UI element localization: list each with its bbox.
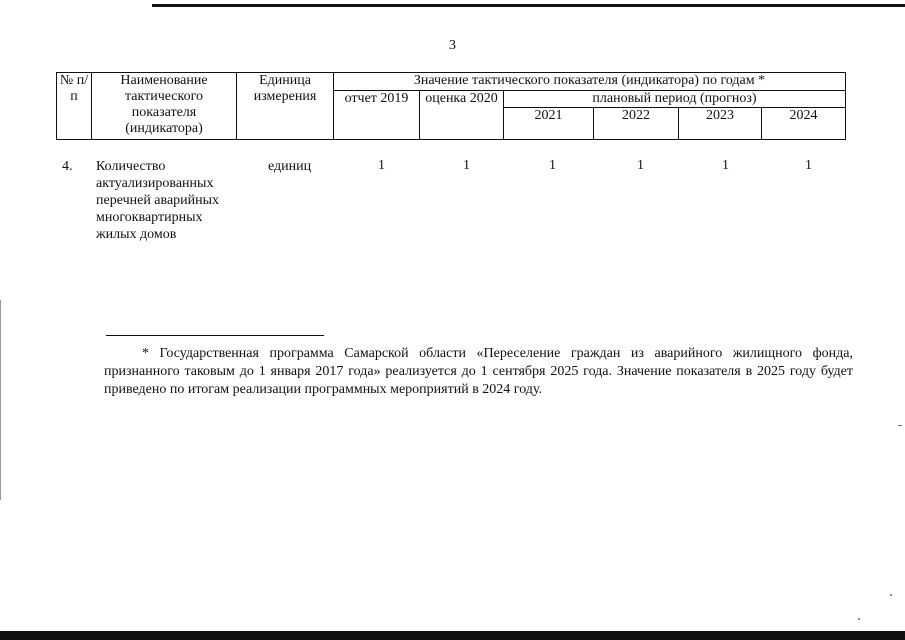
row-value-2023: 1 xyxy=(722,158,729,173)
left-scan-edge xyxy=(0,300,1,500)
row-unit: единиц xyxy=(268,159,312,174)
row-indicator-name: Количество актуализированных перечней аварийных многоквартирных жилых домов xyxy=(96,159,220,242)
scan-speck xyxy=(858,618,860,620)
row-value-2024: 1 xyxy=(805,158,812,173)
header-year: 2022 xyxy=(594,108,679,140)
header-number: № п/п xyxy=(57,73,92,140)
page-number: 3 xyxy=(449,38,456,53)
header-values-by-year: Значение тактического показателя (индикатора) по годам * xyxy=(334,73,846,91)
header-estimate-2020: оценка 2020 xyxy=(420,91,504,140)
footnote-text: * Государственная программа Самарской области «Переселение граждан из аварийного жилищного фонда, признанного таковым до 1 января 2017 года» реализуется до 1 сентября 2025 года. Значение показателя в 2025 году будет приведено по итогам реализации программных мероприятий в 2024 году. xyxy=(104,346,853,397)
indicator-table-header xyxy=(56,72,846,140)
header-indicator-name: Наименование тактического показателя (индикатора) xyxy=(92,73,237,140)
header-year: 2023 xyxy=(679,108,762,140)
footnote-separator xyxy=(106,335,324,336)
header-year: 2024 xyxy=(762,108,846,140)
scan-speck xyxy=(890,594,892,596)
header-year: 2021 xyxy=(504,108,594,140)
header-plan-period: плановый период (прогноз) xyxy=(504,91,846,108)
row-value-2020: 1 xyxy=(463,158,470,173)
scan-speck xyxy=(898,425,902,426)
bottom-scan-border xyxy=(0,631,905,640)
header-unit: Единица измерения xyxy=(237,73,334,140)
row-value-2019: 1 xyxy=(378,158,385,173)
row-value-2021: 1 xyxy=(549,158,556,173)
header-report-2019: отчет 2019 xyxy=(334,91,420,140)
top-scan-border xyxy=(152,4,905,7)
row-number: 4. xyxy=(62,159,73,174)
row-value-2022: 1 xyxy=(637,158,644,173)
